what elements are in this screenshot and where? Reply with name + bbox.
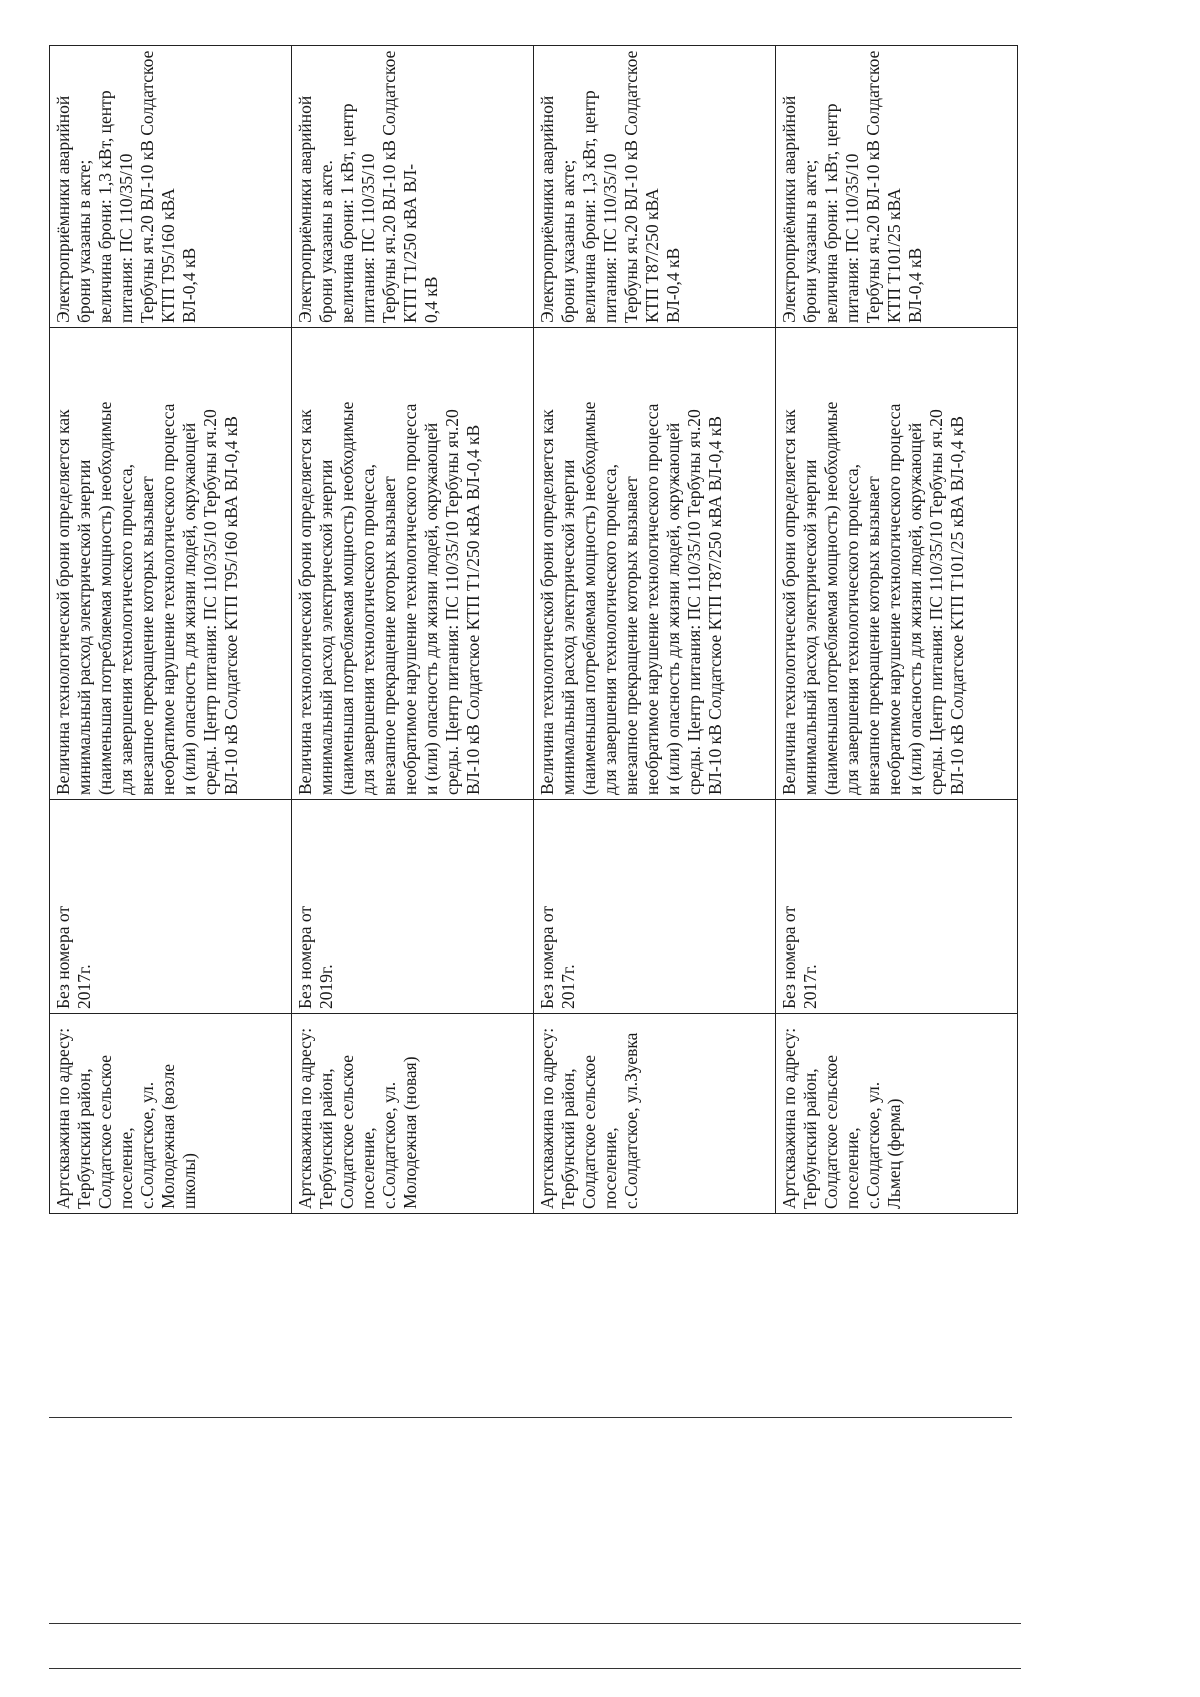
address-cell: Артскважина по адресу: Тербунский район, Солдатское сельское поселение, с.Солдатское, ул. Молодежная (возле школы): [50, 1014, 292, 1214]
emergency-reserve-cell: Электроприёмники аварийной брони указаны в акте. величина брони: 1 кВт, центр питания: ПС 110/35/10 Тербуны яч.20 ВЛ-10 кВ Солдатское КТП Т1/250 кВА ВЛ- 0,4 кВ: [292, 46, 534, 328]
tech-reserve-cell: Величина технологической брони определяется как минимальный расход электрической энергии (наименьшая потребляемая мощность) необходимые для завершения технологического процесса, внезапное прекращение которых вызывает необратимое нарушение технологического процесса и (или) опасность для жизни людей, окружающей среды. Центр питания: ПС 110/35/10 Тербуны яч.20 ВЛ-10 кВ Солдатское КТП Т95/160 кВА ВЛ-0,4 кВ: [50, 328, 292, 800]
tech-reserve-cell: Величина технологической брони определяется как минимальный расход электрической энергии (наименьшая потребляемая мощность) необходимые для завершения технологического процесса, внезапное прекращение которых вызывает необратимое нарушение технологического процесса и (или) опасность для жизни людей, окружающей среды. Центр питания: ПС 110/35/10 Тербуны яч.20 ВЛ-10 кВ Солдатское КТП Т101/25 кВА ВЛ-0,4 кВ: [776, 328, 1018, 800]
address-cell: Артскважина по адресу: Тербунский район, Солдатское сельское поселение, с.Солдатское, ул. Льмец (ферма): [776, 1014, 1018, 1214]
tech-reserve-cell: Величина технологической брони определяется как минимальный расход электрической энергии (наименьшая потребляемая мощность) необходимые для завершения технологического процесса, внезапное прекращение которых вызывает необратимое нарушение технологического процесса и (или) опасность для жизни людей, окружающей среды. Центр питания: ПС 110/35/10 Тербуны яч.20 ВЛ-10 кВ Солдатское КТП Т87/250 кВА ВЛ-0,4 кВ: [534, 328, 776, 800]
signature-line: [49, 1417, 1012, 1418]
emergency-reserve-cell: Электроприёмники аварийной брони указаны в акте; величина брони: 1 кВт, центр питания: ПС 110/35/10 Тербуны яч.20 ВЛ-10 кВ Солдатское КТП Т101/25 кВА ВЛ-0,4 кВ: [776, 46, 1018, 328]
address-cell: Артскважина по адресу: Тербунский район, Солдатское сельское поселение, с.Солдатское, ул. Молодежная (новая): [292, 1014, 534, 1214]
document-cell: Без номера от 2017г.: [50, 800, 292, 1014]
document-cell: Без номера от 2017г.: [776, 800, 1018, 1014]
rotated-table-wrapper: [49, 46, 1018, 1214]
table-row: [292, 46, 534, 1214]
address-cell: Артскважина по адресу: Тербунский район, Солдатское сельское поселение, с.Солдатское, ул.Зуевка: [534, 1014, 776, 1214]
signature-line: [49, 1623, 1021, 1624]
emergency-reserve-cell: Электроприёмники аварийной брони указаны в акте; величина брони: 1,3 кВт, центр питания: ПС 110/35/10 Тербуны яч.20 ВЛ-10 кВ Солдатское КТП Т87/250 кВА ВЛ-0,4 кВ: [534, 46, 776, 328]
table-row: [776, 46, 1018, 1214]
emergency-reserve-cell: Электроприёмники аварийной брони указаны в акте; величина брони: 1,3 кВт, центр питания: ПС 110/35/10 Тербуны яч.20 ВЛ-10 кВ Солдатское КТП Т95/160 кВА ВЛ-0,4 кВ: [50, 46, 292, 328]
table-row: [534, 46, 776, 1214]
table-row: [50, 46, 292, 1214]
reserve-table: [49, 45, 1018, 1214]
document-cell: Без номера от 2017г.: [534, 800, 776, 1014]
tech-reserve-cell: Величина технологической брони определяется как минимальный расход электрической энергии (наименьшая потребляемая мощность) необходимые для завершения технологического процесса, внезапное прекращение которых вызывает необратимое нарушение технологического процесса и (или) опасность для жизни людей, окружающей среды. Центр питания: ПС 110/35/10 Тербуны яч.20 ВЛ-10 кВ Солдатское КТП Т1/250 кВА ВЛ-0,4 кВ: [292, 328, 534, 800]
document-cell: Без номера от 2019г.: [292, 800, 534, 1014]
signature-line: [49, 1668, 1021, 1669]
